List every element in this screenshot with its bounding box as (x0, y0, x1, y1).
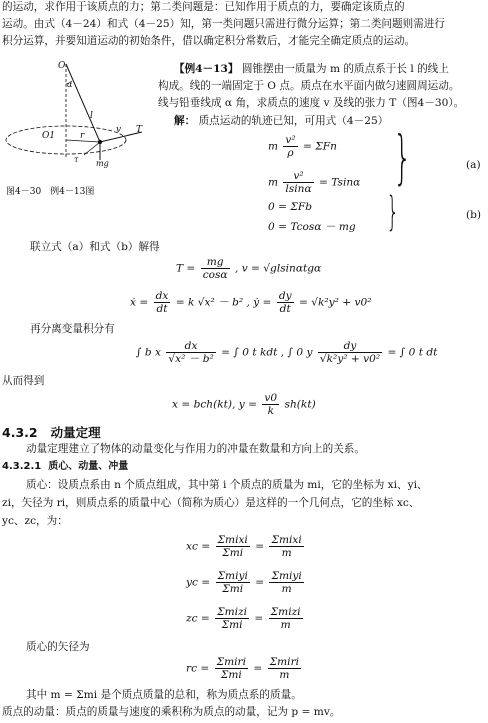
center-eq-y: yc = $\frac{\text{Σmiyi}}{\text{Σmi}}$ = $\frac{\text{Σmiyi}}{m}$ (186, 570, 302, 596)
radius-eq: rc = $\frac{\text{Σmiri}}{\text{Σmi}}$ = $\frac{\text{Σmiri}}{m}$ (186, 656, 300, 682)
eq-a-line-1: m $\frac{\text{v²}}{\rho}$ = ΣFn (268, 134, 337, 160)
section-text: 动量定理建立了物体的动量变化与作用力的冲量在数量和方向上的关系。 (26, 443, 365, 455)
fig-label-v: v (116, 125, 122, 135)
center-eq-z: zc = $\frac{\text{Σmizi}}{\text{Σmi}}$ = $\frac{\text{Σmizi}}{m}$ (186, 606, 301, 632)
eq-b-line-1: 0 = ΣFb (268, 201, 312, 213)
mass-center-line-2: zi，矢径为 ri，则质点系的质量中心（简称为质心）是这样的一个几何点，它的坐标 xc、 (2, 497, 420, 509)
section-heading: 4.3.2 动量定理 (2, 425, 101, 440)
eq-b-line-2: 0 = Tcosα － mg (268, 221, 356, 233)
fig-label-alpha: α (67, 80, 73, 89)
mass-text: 其中 m = Σmi 是个质点质量的总和，称为质点系的质量。 (26, 689, 302, 701)
fig-label-O: O (58, 61, 66, 71)
solution-eq: x = bch(kt), y = $\frac{v0}{k}$ sh(kt) (172, 392, 316, 418)
center-eq-x: xc = $\frac{\text{Σmixi}}{\text{Σmi}}$ = $\frac{\text{Σmixi}}{m}$ (186, 534, 302, 560)
fig-label-r: r (80, 131, 85, 141)
solve-text: 联立式（a）和式（b）解得 (30, 241, 160, 253)
result-eq: T = $\frac{mg}{\cos\alpha}$ , v = √glsinαtgα (176, 256, 322, 282)
example-label: 【例4－13】 (174, 63, 239, 75)
intro-line-2: 运动。由式（4－24）和式（4－25）知，第一类问题只需进行微分运算；第二类问题则需进行 (2, 18, 445, 30)
integral-eq: ∫ b x $\frac{dx}{\text{√x² － b²}}$ = ∫ 0 t kdt , ∫ 0 y $\frac{dy}{\text{√k²y² + v0²}}$ = ∫ 0 t dt (136, 340, 438, 366)
example-line-2: 构成。线的一端固定于 O 点。质点在水平面内做匀速圆周运动。 (158, 80, 460, 92)
eq-b-tag: (b) (466, 209, 482, 221)
radius-text: 质心的矢径为 (26, 641, 90, 653)
example-line-1: 圆锥摆由一质量为 m 的质点系于长 l 的线上 (241, 63, 449, 75)
fig-label-mg: mg (96, 159, 109, 168)
from-text: 从而得到 (2, 375, 45, 387)
conical-pendulum-figure (4, 62, 154, 172)
mass-center-line-1: 质心：设质点系由 n 个质点组成，其中第 i 个质点的质量为 mi，它的坐标为 xi、yi、 (26, 479, 428, 491)
solution-text: 质点运动的轨迹已知，可用式（4－25） (198, 115, 389, 127)
fig-label-T: T (136, 125, 143, 135)
intro-line-3: 积分运算，并要知道运动的初始条件，借以确定积分常数后，才能完全确定质点的运动。 (2, 35, 416, 47)
example-line-3: 线与铅垂线成 α 角，求质点的速度 v 及线的张力 T（图4－30）。 (158, 97, 465, 109)
subsection-heading: 4.3.2.1 质心、动量、冲量 (2, 461, 129, 472)
solution-label: 解： (174, 115, 196, 127)
intro-line-1: 的运动，求作用于该质点的力；第二类问题是：已知作用于质点的力，要确定该质点的 (2, 1, 405, 13)
fig-label-l: l (90, 111, 93, 121)
fig-label-O1: O1 (42, 131, 56, 141)
eq-b-brace: } (386, 189, 400, 235)
fig-label-tau: τ (74, 155, 79, 164)
eq-a-tag: (a) (466, 159, 481, 171)
mass-center-line-3: yc、zc，为： (2, 515, 68, 527)
figure-caption: 图4－30 例4－13图 (6, 187, 95, 197)
momentum-text: 质点的动量：质点的质量与速度的乘积称为质点的动量，记为 p = mv。 (2, 706, 341, 718)
eq-a-line-2: m $\frac{\text{v²}}{lsin\alpha}$ = Tsinα (268, 170, 361, 196)
eq-a-brace: } (393, 123, 412, 191)
separation-text: 再分离变量积分有 (30, 323, 115, 335)
derivative-eq: ẋ = $\frac{dx}{dt}$ = k √x² － b² , ẏ = $\frac{dy}{dt}$ = √k²y² + v0² (130, 290, 372, 316)
